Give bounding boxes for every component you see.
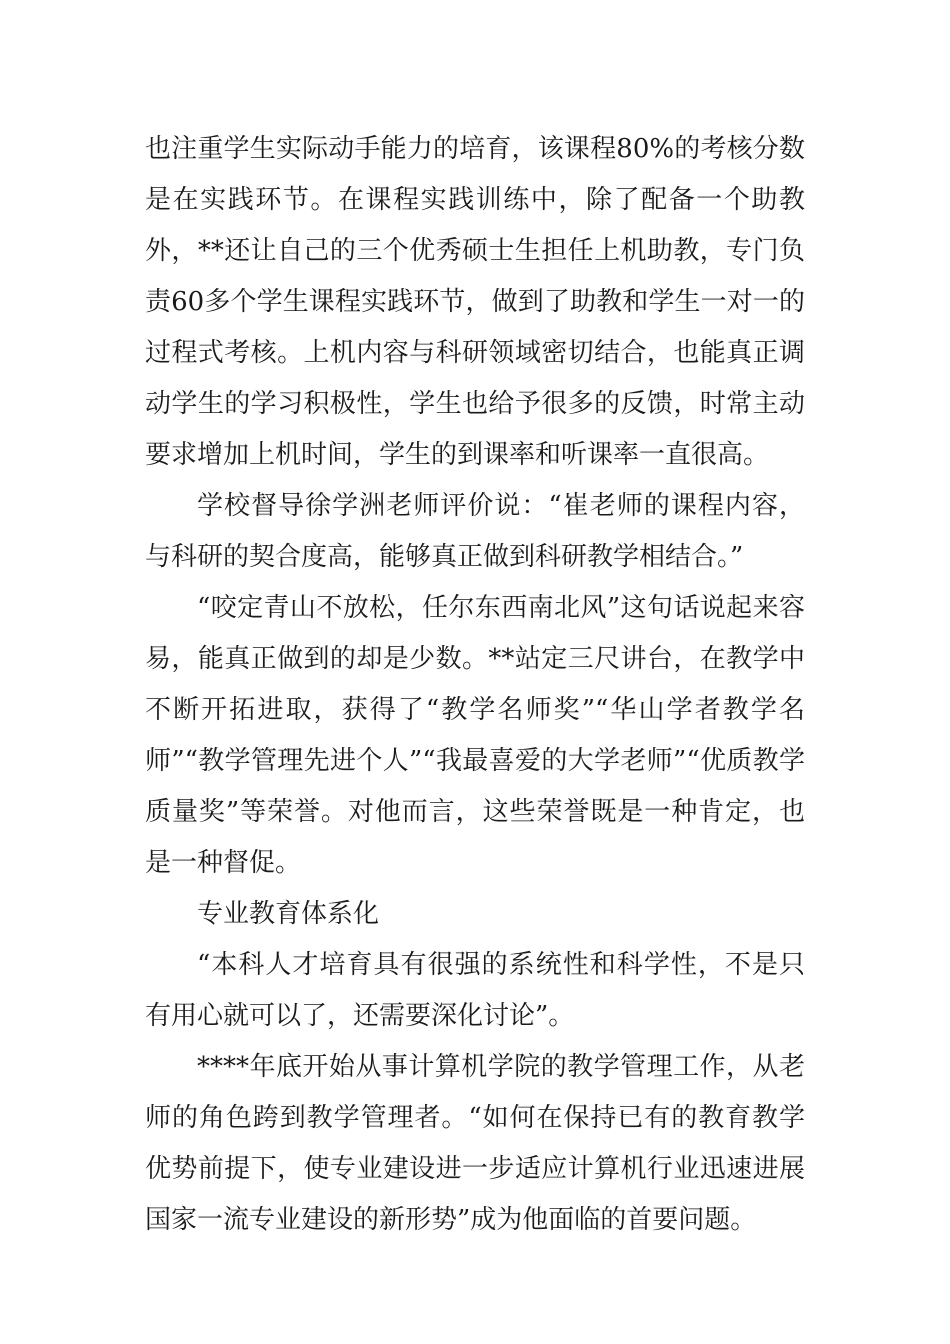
- paragraph-4: “本科人才培育具有很强的系统性和科学性，不是只有用心就可以了，还需要深化讨论”。: [145, 950, 805, 1031]
- paragraph-3: “咬定青山不放松，任尔东西南北风”这句话说起来容易，能真正做到的却是少数。**站定三尺讲台，在教学中不断开拓进取，获得了“教学名师奖”“华山学者教学名师”“教学管理先进个人”“我最喜爱的大学老师”“优质教学质量奖”等荣誉。对他而言，这些荣誉既是一种肯定，也是一种督促。: [145, 593, 805, 878]
- section-heading: 专业教育体系化: [197, 899, 380, 929]
- paragraph-5: ****年底开始从事计算机学院的教学管理工作，从老师的角色跨到教学管理者。“如何在保持已有的教育教学优势前提下，使专业建设进一步适应计算机行业迅速进展国家一流专业建设的新形势”成为他面临的首要问题。: [145, 1052, 805, 1235]
- paragraph-2: 学校督导徐学洲老师评价说：“崔老师的课程内容，与科研的契合度高，能够真正做到科研教学相结合。”: [145, 491, 805, 572]
- paragraph-1: 也注重学生实际动手能力的培育，该课程80%的考核分数是在实践环节。在课程实践训练中，除了配备一个助教外，**还让自己的三个优秀硕士生担任上机助教，专门负责60多个学生课程实践环节，做到了助教和学生一对一的过程式考核。上机内容与科研领域密切结合，也能真正调动学生的学习积极性，学生也给予很多的反馈，时常主动要求增加上机时间，学生的到课率和听课率一直很高。: [145, 134, 805, 470]
- document-body: [145, 124, 805, 1246]
